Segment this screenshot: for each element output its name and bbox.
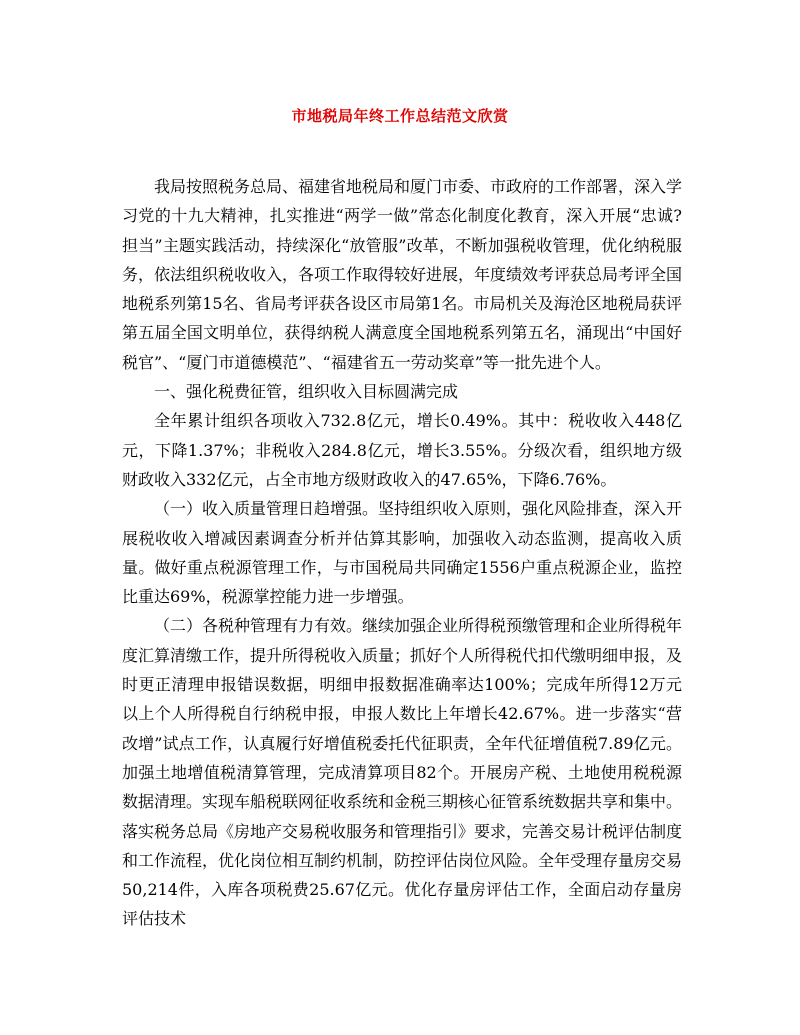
paragraph-quality-management: （一）收入质量管理日趋增强。坚持组织收入原则，强化风险排查，深入开展税收收入增减因素调查分析并估算其影响，加强收入动态监测，提高收入质量。做好重点税源管理工作，与市国税局共同确定1556户重点税源企业，监控比重达69%，税源掌控能力进一步增强。 — [122, 499, 683, 607]
paragraph-intro: 我局按照税务总局、福建省地税局和厦门市委、市政府的工作部署，深入学习党的十九大精神，扎实推进“两学一做”常态化制度化教育，深入开展“忠诚?担当”主题实践活动，持续深化“放管服”改革，不断加强税收管理，优化纳税服务，依法组织税收收入，各项工作取得较好进展，年度绩效考评获总局考评全国地税系列第15名、省局考评获各设区市局第1名。市局机关及海沧区地税局获评第五届全国文明单位，获得纳税人满意度全国地税系列第五名，涌现出“中国好税官”、“厦门市道德模范”、“福建省五一劳动奖章”等一批先进个人。 — [122, 177, 683, 372]
document-body — [122, 172, 682, 934]
paragraph-revenue: 全年累计组织各项收入732.8亿元，增长0.49%。其中：税收收入448亿元，下降1.37%；非税收入284.8亿元，增长3.55%。分级次看，组织地方级财政收入332亿元，占全市地方级财政收入的47.65%，下降6.76%。 — [122, 411, 682, 489]
paragraph-tax-types: （二）各税种管理有力有效。继续加强企业所得税预缴管理和企业所得税年度汇算清缴工作，提升所得税收入质量；抓好个人所得税代扣代缴明细申报，及时更正清理申报错误数据，明细申报数据准确率达100%；完成年所得12万元以上个人所得税自行纳税申报，申报人数比上年增长42.67%。进一步落实“营改增”试点工作，认真履行好增值税委托代征职责，全年代征增值税7.89亿元。加强土地增值税清算管理，完成清算项目82个。开展房产税、土地使用税税源数据清理。实现车船税联网征收系统和金税三期核心征管系统数据共享和集中。落实税务总局《房地产交易税收服务和管理指引》要求，完善交易计税评估制度和工作流程，优化岗位相互制约机制，防控评估岗位风险。全年受理存量房交易50,214件，入库各项税费25.67亿元。优化存量房评估工作，全面启动存量房评估技术 — [122, 616, 683, 929]
document-title: 市地税局年终工作总结范文欣赏 — [291, 107, 509, 125]
section-heading-1: 一、强化税费征管，组织收入目标圆满完成 — [154, 382, 459, 402]
